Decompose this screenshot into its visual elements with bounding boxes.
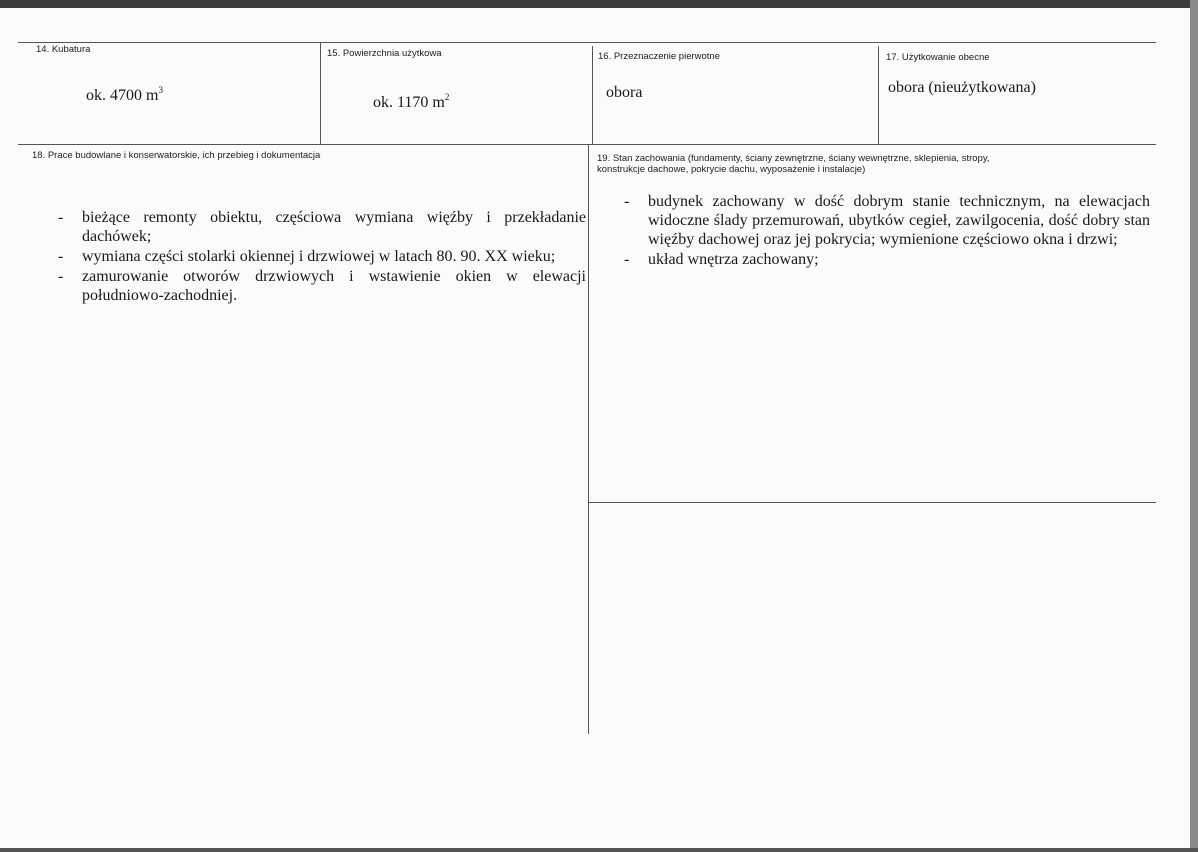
lower-col-divider — [588, 144, 589, 734]
field-19-label-line-1: 19. Stan zachowania (fundamenty, ściany zewnętrzne, ściany wewnętrzne, sklepienia, stropy, — [597, 153, 990, 164]
field-14-unit-exponent: 3 — [158, 85, 163, 95]
col-divider-2 — [592, 46, 593, 144]
field-15-label: 15. Powierzchnia użytkowa — [327, 48, 442, 59]
col-divider-1 — [320, 42, 321, 144]
field-19-list — [624, 192, 1150, 270]
scan-right-edge — [1190, 0, 1198, 852]
scan-bottom-edge — [0, 848, 1198, 852]
field-14-value-text: ok. 4700 m — [86, 87, 159, 104]
list-item: - układ wnętrza zachowany; — [624, 250, 1150, 269]
field-15-value-text: ok. 1170 m — [373, 94, 445, 111]
field-15-unit-exponent: 2 — [444, 92, 450, 102]
list-item: - wymiana części stolarki okiennej i drzwiowej w latach 80. 90. XX wieku; — [58, 247, 586, 266]
field-16-value: obora — [606, 84, 643, 101]
col-divider-3 — [878, 46, 879, 144]
section-19-bottom — [588, 502, 1156, 503]
field-18-label: 18. Prace budowlane i konserwatorskie, ich przebieg i dokumentacja — [32, 150, 321, 161]
field-14-label: 14. Kubatura — [36, 44, 91, 55]
field-17-label: 17. Użytkowanie obecne — [886, 52, 990, 63]
field-17-value: obora (nieużytkowana) — [888, 79, 1036, 96]
row-divider — [18, 144, 1156, 145]
field-18-list — [58, 208, 586, 306]
list-item: - budynek zachowany w dość dobrym stanie technicznym, na elewacjach widoczne ślady przemurowań, ubytków cegieł, zawilgocenia, dość dobry stan więźby dachowej oraz jej pokrycia; wymienione częściowo okna i drzwi; — [624, 192, 1150, 249]
form-sheet — [0, 8, 1190, 848]
scan-top-edge — [0, 0, 1198, 8]
field-15-value — [373, 94, 449, 112]
field-14-value — [86, 87, 163, 105]
field-19-label-line-2: konstrukcje dachowe, pokrycie dachu, wyposażenie i instalacje) — [597, 164, 866, 175]
field-16-label: 16. Przeznaczenie pierwotne — [598, 51, 720, 62]
row-top-border — [18, 42, 1156, 43]
list-item: - zamurowanie otworów drzwiowych i wstawienie okien w elewacji południowo-zachodniej. — [58, 267, 586, 305]
list-item: - bieżące remonty obiektu, częściowa wymiana więźby i przekładanie dachówek; — [58, 208, 586, 246]
